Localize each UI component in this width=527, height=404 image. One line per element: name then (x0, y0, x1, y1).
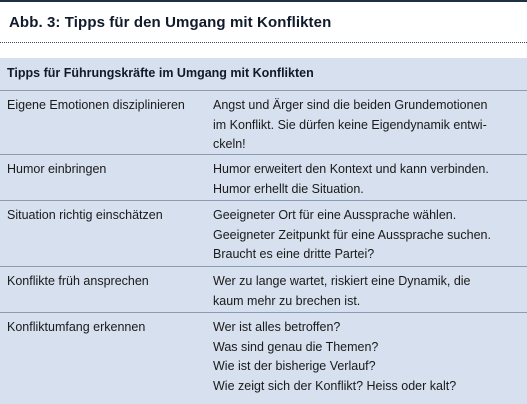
description-line: Wer ist alles betroffen? (213, 320, 341, 334)
row-description (213, 318, 525, 396)
description-line: Geeigneter Ort für eine Aussprache wählen. (213, 208, 457, 222)
table-row (0, 266, 527, 312)
tips-table (0, 58, 527, 404)
description-line: Wie zeigt sich der Konflikt? Heiss oder kalt? (213, 378, 457, 393)
row-description (213, 96, 525, 155)
title-divider (0, 42, 527, 43)
description-line: Angst und Ärger sind die beiden Grundemotionen (213, 98, 488, 112)
figure-title: Abb. 3: Tipps für den Umgang mit Konflikten (9, 14, 332, 31)
description-line: Wie ist der bisherige Verlauf? (213, 359, 376, 373)
row-label: Konfliktumfang erkennen (7, 320, 146, 334)
table-row (0, 200, 527, 266)
table-row (0, 312, 527, 404)
description-line: Wer zu lange wartet, riskiert eine Dynamik, die (213, 274, 471, 288)
figure-title-bar (0, 0, 527, 44)
row-description (213, 206, 525, 265)
description-line: ckeln! (213, 137, 246, 151)
description-line: Geeigneter Zeitpunkt für eine Aussprache suchen. (213, 227, 491, 242)
description-line: Was sind genau die Themen? (213, 339, 379, 354)
row-description (213, 272, 525, 311)
row-label: Situation richtig einschätzen (7, 208, 163, 222)
row-label: Konflikte früh ansprechen (7, 274, 149, 288)
row-label: Humor einbringen (7, 162, 107, 176)
table-subtitle: Tipps für Führungskräfte im Umgang mit Konflikten (7, 66, 314, 80)
description-line: Braucht es eine dritte Partei? (213, 247, 375, 261)
description-line: kaum mehr zu brechen ist. (213, 293, 361, 308)
description-line: im Konflikt. Sie dürfen keine Eigendynamik entwi- (213, 117, 487, 132)
table-row (0, 154, 527, 200)
table-row (0, 90, 527, 154)
row-label: Eigene Emotionen disziplinieren (7, 98, 185, 112)
row-description (213, 160, 525, 199)
description-line: Humor erhellt die Situation. (213, 181, 364, 196)
description-line: Humor erweitert den Kontext und kann verbinden. (213, 162, 489, 176)
